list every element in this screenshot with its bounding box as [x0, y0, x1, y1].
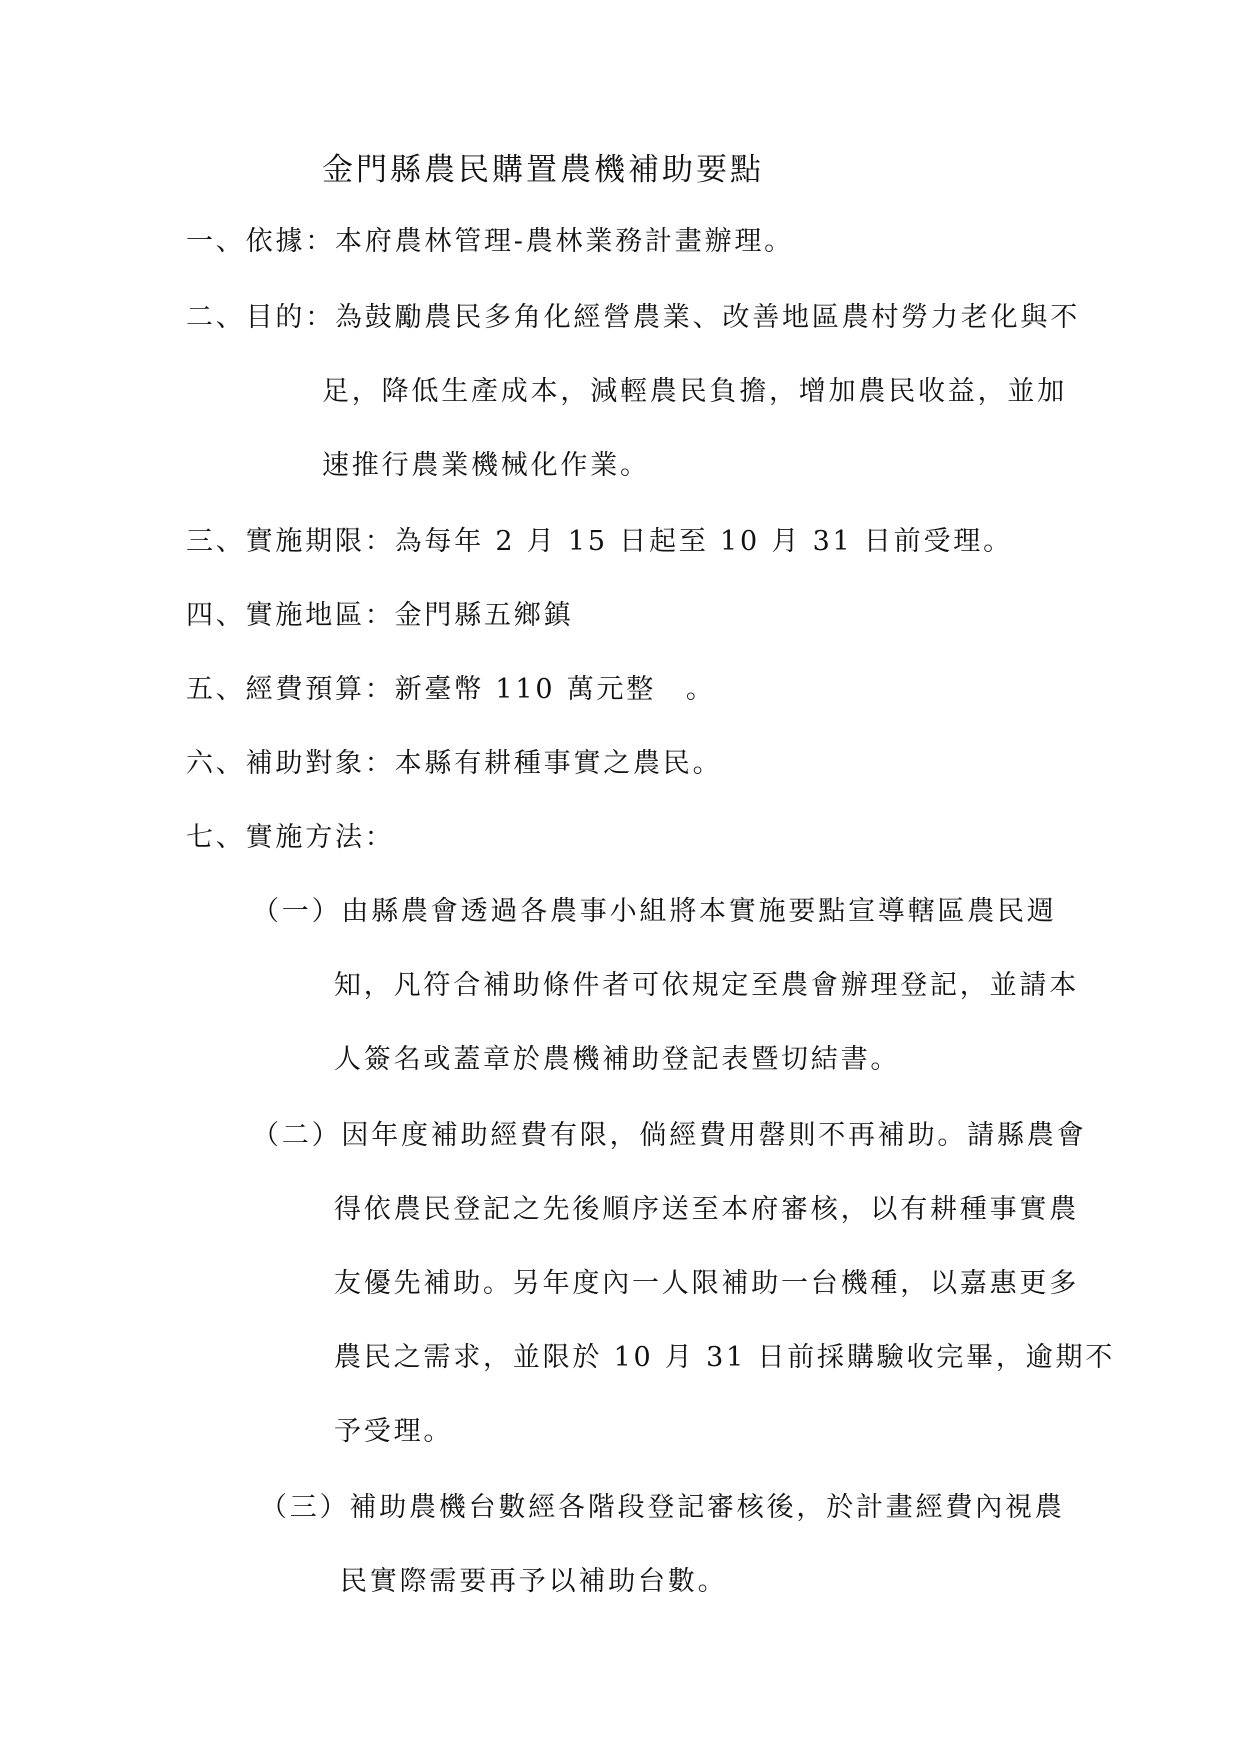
section-4-area: 四、實施地區：金門縣五鄉鎮	[186, 600, 574, 631]
section-5-budget: 五、經費預算：新臺幣 110 萬元整 。	[186, 674, 716, 705]
section-3-period: 三、實施期限：為每年 2 月 15 日起至 10 月 31 日前受理。	[186, 526, 1013, 557]
section-1-basis: 一、依據：本府農林管理-農林業務計畫辦理。	[186, 226, 794, 257]
section-7-item-2-line-1: （二）因年度補助經費有限，倘經費用罄則不再補助。請縣農會	[252, 1120, 1087, 1151]
section-7-item-1-line-2: 知，凡符合補助條件者可依規定至農會辦理登記，並請本	[334, 970, 1079, 1001]
section-7-item-2-line-3: 友優先補助。另年度內一人限補助一台機種，以嘉惠更多	[334, 1268, 1079, 1299]
section-6-target: 六、補助對象：本縣有耕種事實之農民。	[186, 748, 723, 779]
section-2-purpose-line-2: 足，降低生產成本，減輕農民負擔，增加農民收益，並加	[322, 376, 1067, 407]
section-7-item-3-line-1: （三）補助農機台數經各階段登記審核後，於計畫經費內視農	[260, 1492, 1065, 1523]
section-2-purpose-line-3: 速推行農業機械化作業。	[322, 450, 650, 481]
section-7-item-1-line-1: （一）由縣農會透過各農事小組將本實施要點宣導轄區農民週	[252, 896, 1057, 927]
section-7-item-2-line-5: 予受理。	[334, 1416, 454, 1447]
section-7-item-3-line-2: 民實際需要再予以補助台數。	[340, 1566, 728, 1597]
section-7-item-1-line-3: 人簽名或蓋章於農機補助登記表暨切結書。	[334, 1044, 901, 1075]
section-2-purpose-line-1: 二、目的：為鼓勵農民多角化經營農業、改善地區農村勞力老化與不	[186, 302, 1080, 333]
section-7-heading: 七、實施方法：	[186, 822, 395, 853]
document-title: 金門縣農民購置農機補助要點	[322, 152, 764, 188]
section-7-item-2-line-4: 農民之需求，並限於 10 月 31 日前採購驗收完畢，逾期不	[334, 1342, 1116, 1373]
section-7-item-2-line-2: 得依農民登記之先後順序送至本府審核，以有耕種事實農	[334, 1194, 1079, 1225]
